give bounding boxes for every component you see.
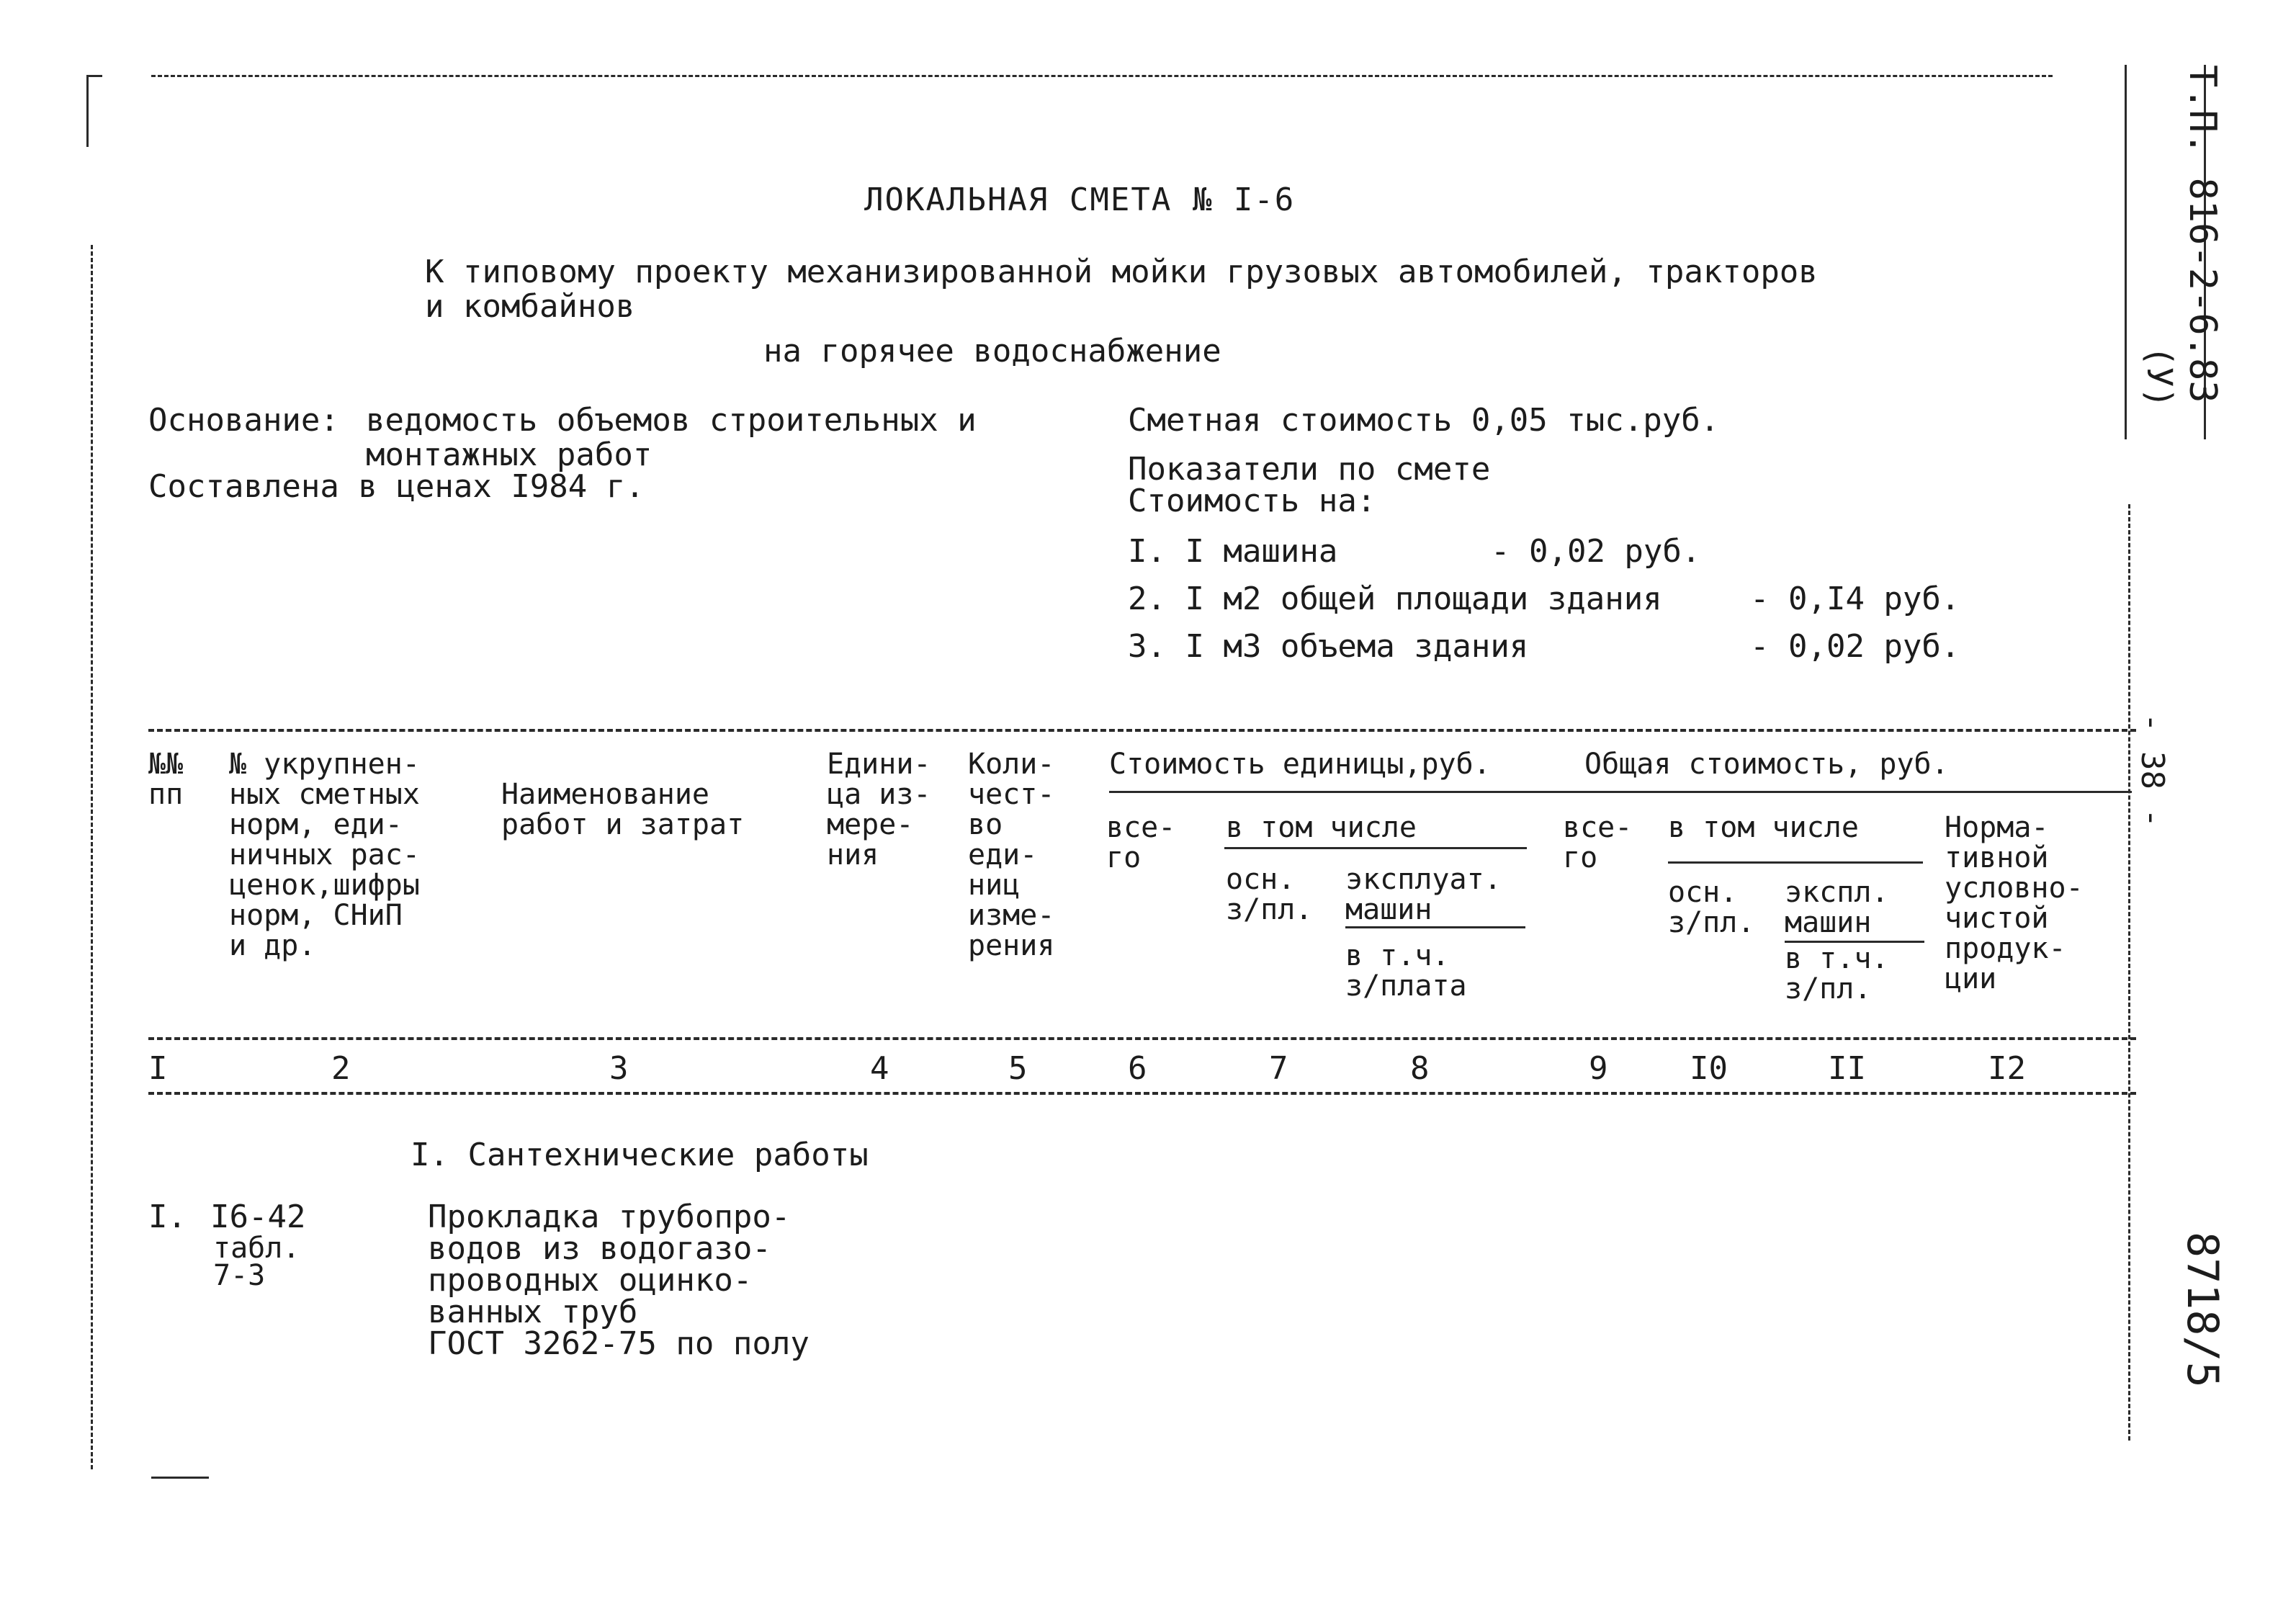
basis-line-2: монтажных работ [366,436,653,473]
header-total-in-that-number: в том числе [1668,811,1859,844]
row-1-number: I. [148,1199,187,1235]
header-total-cost-group: Общая стоимость, руб. [1584,748,1949,781]
header-unit-total: все- го [1106,811,1176,874]
indicator-2-label: 2. I м2 общей площади здания [1128,581,1662,617]
left-corner-mark-h [86,75,102,77]
basis-line-1: ведомость объемов строительных и [366,402,977,439]
header-unit-base-salary: осн. з/пл. [1226,863,1313,926]
indicator-1-label: I. I машина [1128,533,1338,570]
archive-number: 8718/5 [2177,1232,2228,1388]
header-quantity: Коли- чест- во еди- ниц изме- рения [968,748,1055,962]
header-unit-machine-operation: эксплуат. машин [1345,863,1502,926]
project-code-suffix: (У) [2139,346,2179,408]
row-1-work-name: Прокладка трубопро- водов из водогазо- проводных оцинко- ванных труб ГОСТ 3262-75 по полу [428,1199,810,1362]
column-number-2: 2 [331,1050,351,1087]
header-total-base-salary: осн. з/пл. [1668,876,1755,939]
document-title: ЛОКАЛЬНАЯ СМЕТА № I-6 [864,182,1296,218]
cost-group-rule [1109,791,2132,793]
table-header-bottom-rule [148,1037,2136,1040]
header-row-number: №№ пп [148,748,184,811]
project-code: Т.П. 816-2-6.83 [2181,65,2224,403]
column-number-4: 4 [870,1050,889,1087]
top-border [151,75,2053,77]
subtitle-line-1: К типовому проекту механизированной мойки грузовых автомобилей, тракторов [425,254,1818,290]
header-unit-cost-group: Стоимость единицы,руб. [1109,748,1491,781]
header-unit-machine-salary: в т.ч. з/плата [1345,939,1467,1003]
subtitle-line-2: и комбайнов [425,288,635,325]
column-number-9: 9 [1589,1050,1608,1087]
column-numbers-bottom-rule [148,1092,2136,1095]
bottom-left-mark [151,1477,209,1479]
cost-for-label: Стоимость на: [1128,483,1376,519]
header-total-machine-operation: экспл. машин [1785,876,1889,939]
column-number-7: 7 [1269,1050,1288,1087]
header-unit: Едини- ца из- мере- ния [827,748,931,872]
right-margin-line [2125,65,2127,439]
column-number-12: I2 [1988,1050,2026,1087]
header-unit-in-that-number: в том числе [1226,811,1417,844]
row-1-norm-code-sub: табл. 7-3 [213,1232,300,1292]
subtitle-line-3: на горячее водоснабжение [763,333,1221,369]
basis-label: Основание: [148,402,339,439]
header-total-machine-salary: в т.ч. з/пл. [1785,942,1889,1005]
compiled-prices: Составлена в ценах I984 г. [148,468,645,505]
exploit-machine-rule-1 [1345,926,1525,928]
table-top-rule [148,729,2136,732]
column-number-3: 3 [609,1050,629,1087]
right-margin-dashes [2128,504,2130,1441]
column-number-10: I0 [1690,1050,1728,1087]
in-that-number-rule-1 [1224,847,1527,849]
column-number-8: 8 [1410,1050,1430,1087]
row-1-norm-code: I6-42 [210,1199,306,1235]
indicator-3-value: - 0,02 руб. [1750,628,1960,665]
header-total-total: все- го [1563,811,1633,874]
page-number: - 38 - [2134,713,2171,828]
section-title: I. Сантехнические работы [411,1137,869,1173]
indicators-title: Показатели по смете [1128,451,1491,488]
column-number-6: 6 [1128,1050,1147,1087]
column-number-1: I [148,1050,168,1087]
estimated-cost: Сметная стоимость 0,05 тыс.руб. [1128,402,1720,439]
header-work-name: Наименование работ и затрат [501,778,745,841]
column-number-11: II [1828,1050,1866,1087]
column-number-5: 5 [1008,1050,1028,1087]
indicator-3-label: 3. I м3 объема здания [1128,628,1529,665]
in-that-number-rule-2 [1668,861,1923,864]
header-norm-code: № укрупнен- ных сметных норм, еди- ничных рас- ценок,шифры норм, СНиП и др. [229,748,420,962]
indicator-1-value: - 0,02 руб. [1491,533,1701,570]
left-margin-marks [91,245,93,1469]
indicator-2-value: - 0,I4 руб. [1750,581,1960,617]
header-normative-product: Норма- тивной условно- чистой продук- ции [1945,811,2084,995]
left-corner-mark [86,75,89,147]
